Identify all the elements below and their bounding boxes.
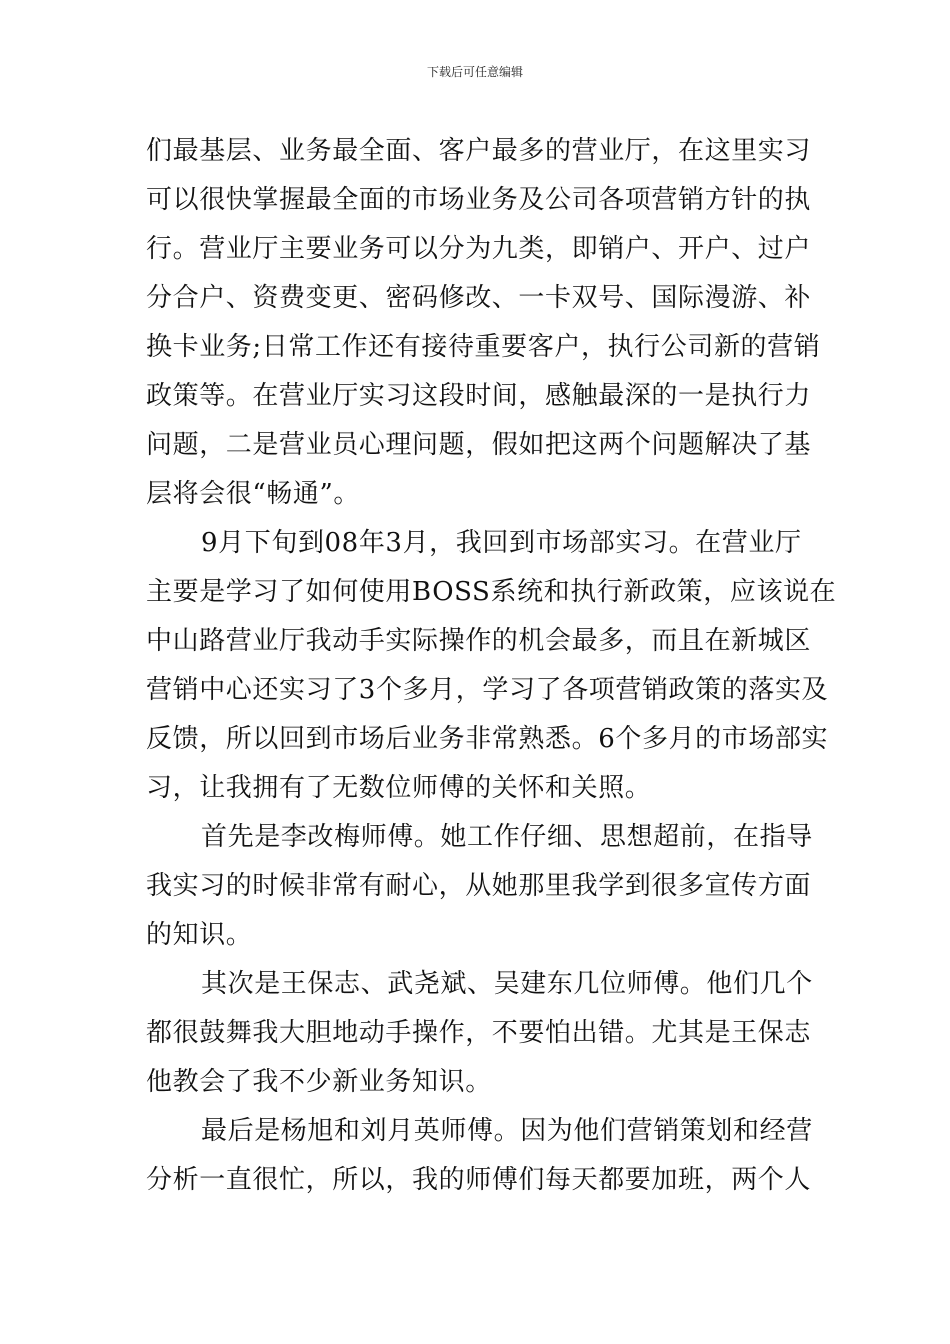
text-line: 问题，二是营业员心理问题，假如把这两个问题解决了基 (146, 430, 812, 460)
text-line: 主要是学习了如何使用BOSS系统和执行新政策，应该说在 (146, 577, 837, 607)
paragraph-start-line: 其次是王保志、武尧斌、吴建东几位师傅。他们几个 (201, 969, 813, 999)
page-header: 下载后可任意编辑 (426, 65, 523, 79)
text-line: 都很鼓舞我大胆地动手操作，不要怕出错。尤其是王保志 (146, 1018, 812, 1048)
paragraph-start-line: 最后是杨旭和刘月英师傅。因为他们营销策划和经营 (201, 1116, 813, 1146)
text-line: 分合户、资费变更、密码修改、一卡双号、国际漫游、补 (146, 283, 812, 313)
text-line: 层将会很“畅通”。 (146, 479, 360, 509)
text-line: 换卡业务;日常工作还有接待重要客户，执行公司新的营销 (146, 332, 821, 362)
text-line: 们最基层、业务最全面、客户最多的营业厅，在这里实习 (146, 136, 812, 166)
text-line: 行。营业厅主要业务可以分为九类，即销户、开户、过户 (146, 234, 812, 264)
text-line: 营销中心还实习了3个多月，学习了各项营销政策的落实及 (146, 675, 829, 705)
document-body (146, 127, 837, 1205)
text-line: 反馈，所以回到市场后业务非常熟悉。6个多月的市场部实 (146, 724, 829, 754)
text-line: 我实习的时候非常有耐心，从她那里我学到很多宣传方面 (146, 871, 812, 901)
text-line: 的知识。 (146, 920, 253, 950)
text-line: 分析一直很忙，所以，我的师傅们每天都要加班，两个人 (146, 1165, 812, 1195)
text-line: 习，让我拥有了无数位师傅的关怀和关照。 (146, 773, 652, 803)
paragraph-start-line: 首先是李改梅师傅。她工作仔细、思想超前，在指导 (201, 822, 813, 852)
text-line: 中山路营业厅我动手实际操作的机会最多，而且在新城区 (146, 626, 812, 656)
text-line: 政策等。在营业厅实习这段时间，感触最深的一是执行力 (146, 381, 812, 411)
paragraph-start-line: 9月下旬到08年3月，我回到市场部实习。在营业厅 (201, 528, 802, 558)
text-line: 可以很快掌握最全面的市场业务及公司各项营销方针的执 (146, 185, 812, 215)
text-line: 他教会了我不少新业务知识。 (146, 1067, 492, 1097)
